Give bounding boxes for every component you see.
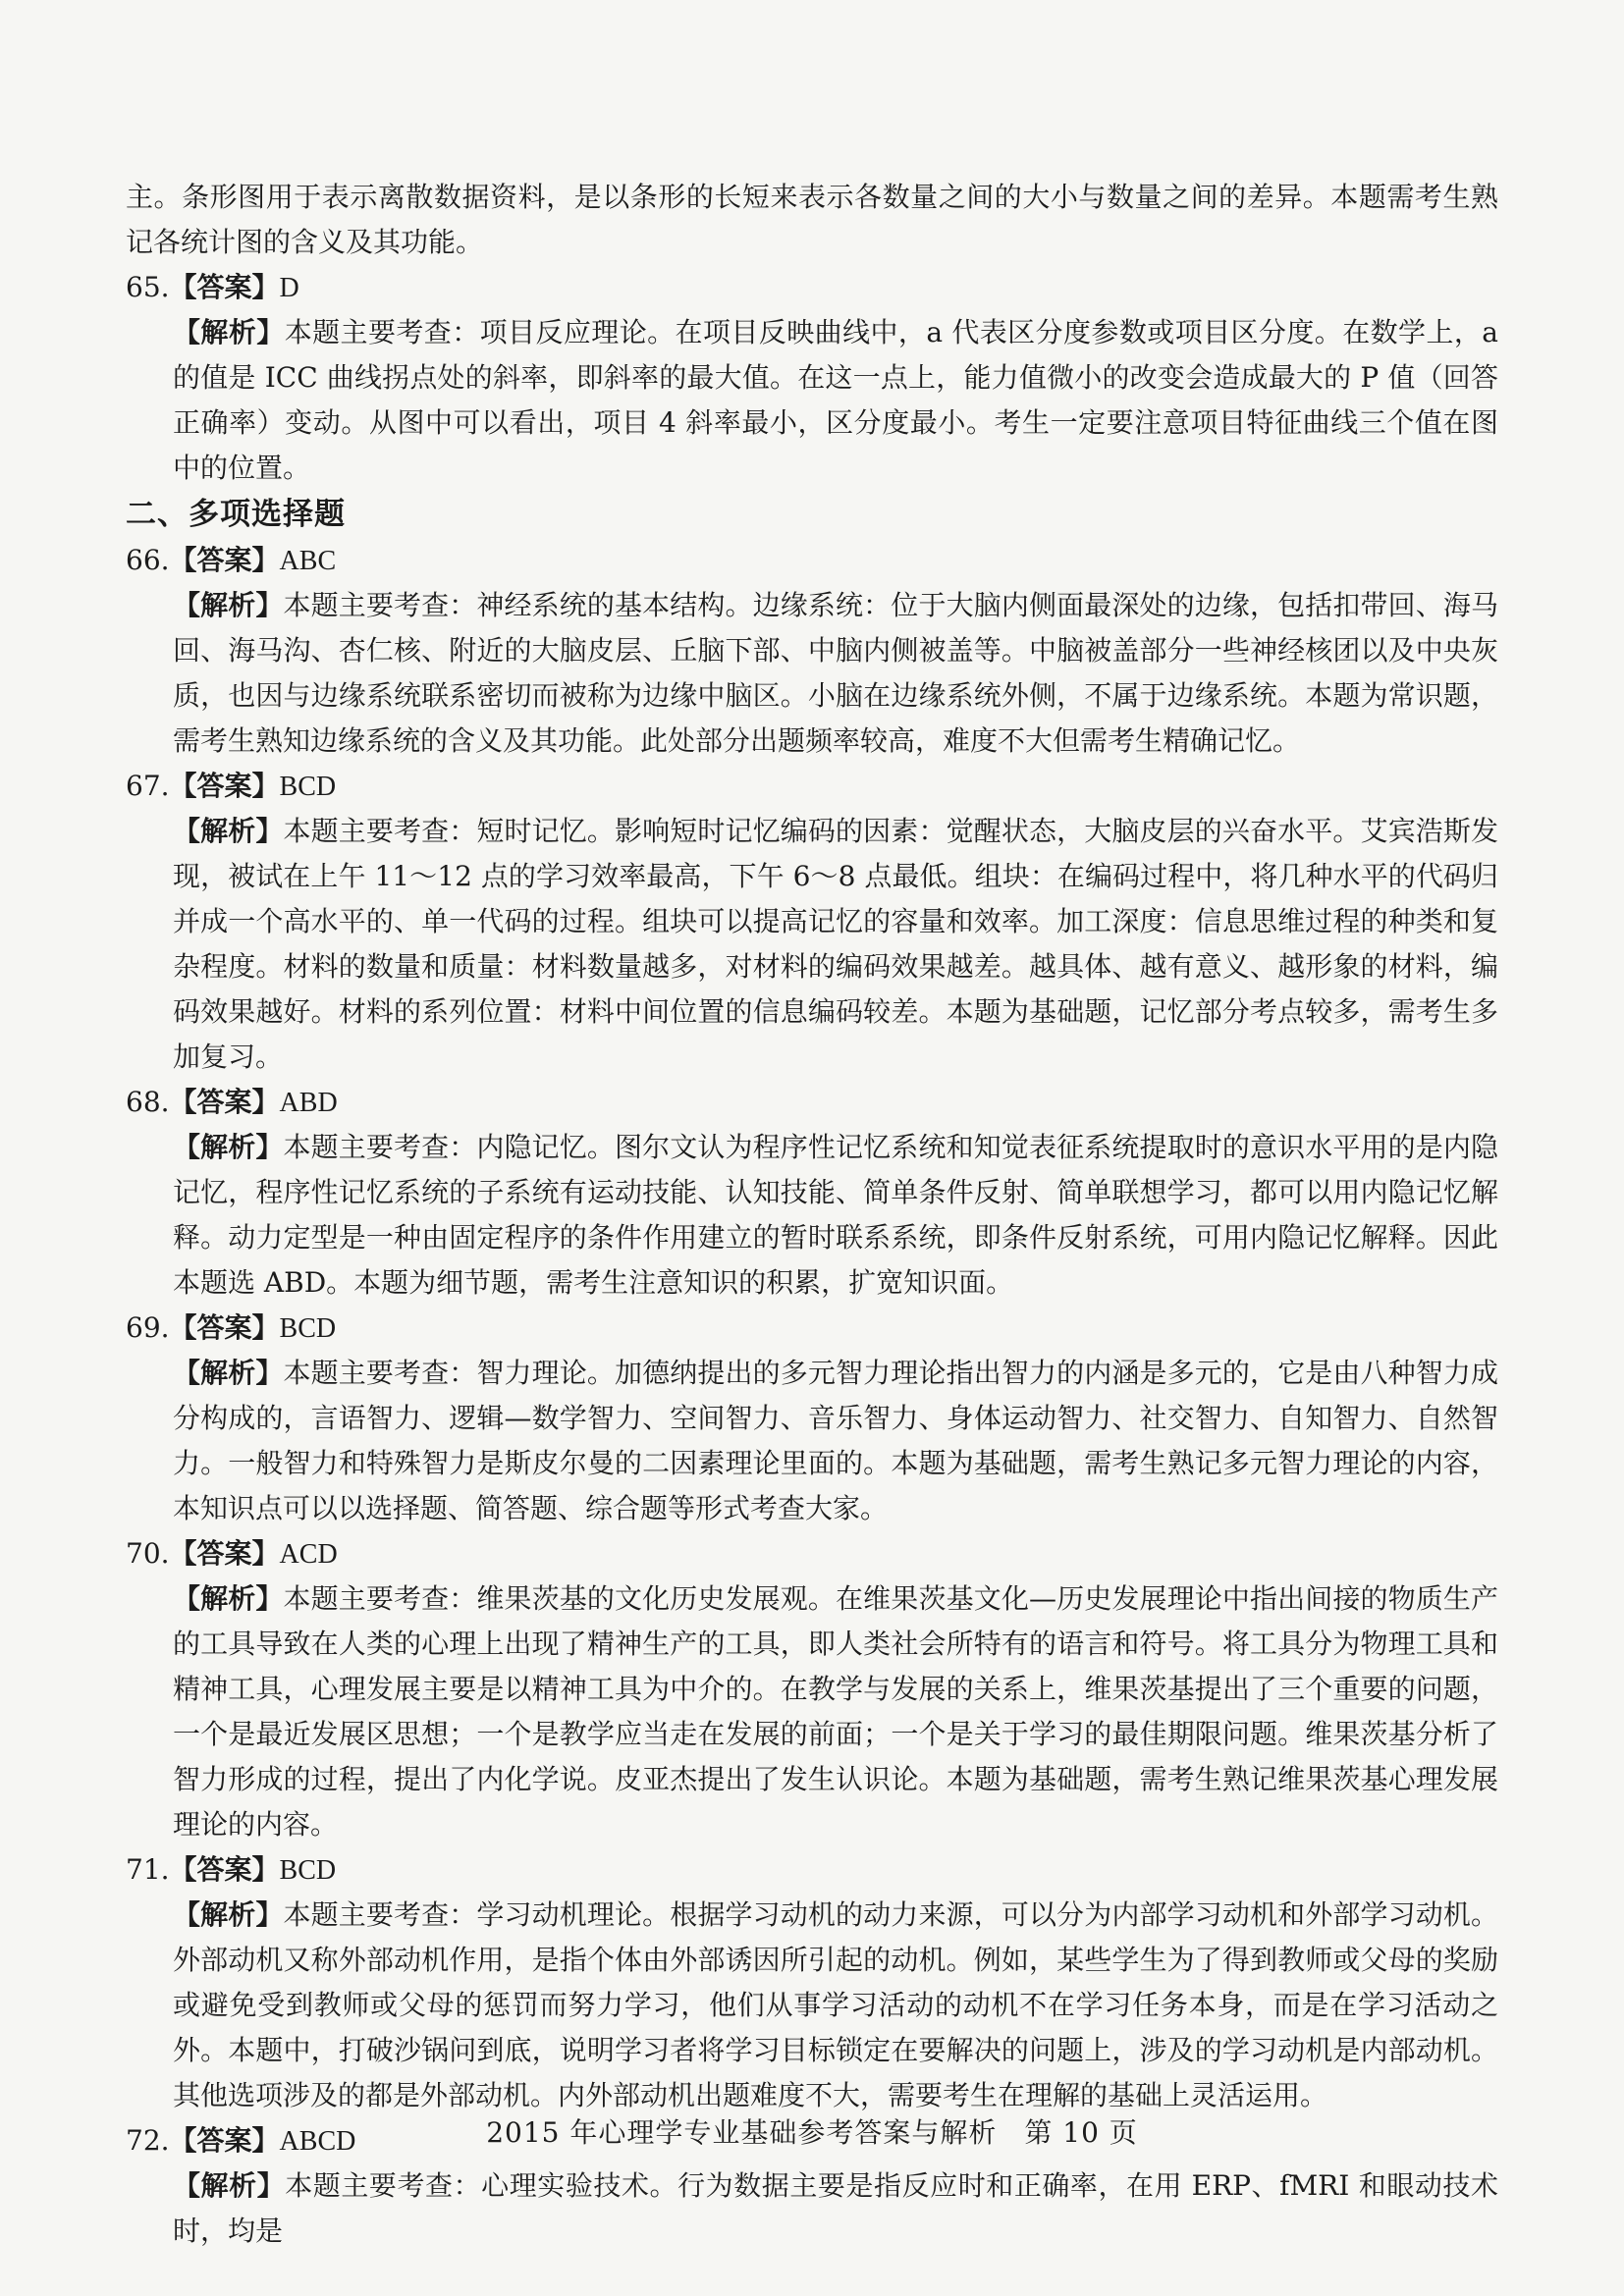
continued-paragraph: 主。条形图用于表示离散数据资料，是以条形的长短来表示各数量之间的大小与数量之间的差异。本题需考生熟记各统计图的含义及其功能。 xyxy=(126,181,1498,258)
analysis-label: 【解析】 xyxy=(173,2169,286,2202)
question-number: 70. xyxy=(126,1537,170,1570)
analysis-text: 本题主要考查：神经系统的基本结构。边缘系统：位于大脑内侧面最深处的边缘，包括扣带回、海马回、海马沟、杏仁核、附近的大脑皮层、丘脑下部、中脑内侧被盖等。中脑被盖部分一些神经核团以及中央灰质，也因与边缘系统联系密切而被称为边缘中脑区。小脑在边缘系统外侧，不属于边缘系统。本题为常识题，需考生熟知边缘系统的含义及其功能。此处部分出题频率较高，难度不大但需考生精确记忆。 xyxy=(173,589,1498,757)
analysis-paragraph xyxy=(173,2163,1498,2254)
question-number: 65. xyxy=(126,271,170,303)
analysis-paragraph xyxy=(173,310,1498,491)
analysis-label: 【解析】 xyxy=(173,1582,284,1615)
analysis-text: 本题主要考查：学习动机理论。根据学习动机的动力来源，可以分为内部学习动机和外部学习动机。外部动机又称外部动机作用，是指个体由外部诱因所引起的动机。例如，某些学生为了得到教师或父母的奖励或避免受到教师或父母的惩罚而努力学习，他们从事学习活动的动机不在学习任务本身，而是在学习活动之外。本题中，打破沙锅问到底，说明学习者将学习目标锁定在要解决的问题上，涉及的学习动机是内部动机。其他选项涉及的都是外部动机。内外部动机出题难度不大，需要考生在理解的基础上灵活运用。 xyxy=(173,1898,1498,2111)
answer-label: 【答案】 xyxy=(169,2124,280,2157)
analysis-paragraph xyxy=(173,809,1498,1080)
analysis-text: 本题主要考查：心理实验技术。行为数据主要是指反应时和正确率，在用 ERP、fMRI 和眼动技术时，均是 xyxy=(173,2169,1498,2247)
answer-label: 【答案】 xyxy=(169,271,280,303)
answer-line xyxy=(126,265,1498,310)
footer-title: 2015 年心理学专业基础参考答案与解析 xyxy=(486,2116,998,2149)
analysis-paragraph xyxy=(173,1576,1498,1847)
analysis-label: 【解析】 xyxy=(173,1898,284,1931)
analysis-label: 【解析】 xyxy=(173,316,285,348)
analysis-text: 本题主要考查：项目反应理论。在项目反映曲线中，a 代表区分度参数或项目区分度。在数学上，a 的值是 ICC 曲线拐点处的斜率，即斜率的最大值。在这一点上，能力值微小的改变会造成最大的 P 值（回答正确率）变动。从图中可以看出，项目 4 斜率最小，区分度最小。考生一定要注意项目特征曲线三个值在图中的位置。 xyxy=(173,316,1498,484)
answer-line xyxy=(126,538,1498,583)
question-number: 66. xyxy=(126,544,170,576)
analysis-paragraph xyxy=(173,583,1498,764)
analysis-paragraph xyxy=(173,1125,1498,1306)
analysis-text: 本题主要考查：智力理论。加德纳提出的多元智力理论指出智力的内涵是多元的，它是由八种智力成分构成的，言语智力、逻辑—数学智力、空间智力、音乐智力、身体运动智力、社交智力、自知智力、自然智力。一般智力和特殊智力是斯皮尔曼的二因素理论里面的。本题为基础题，需考生熟记多元智力理论的内容，本知识点可以以选择题、简答题、综合题等形式考查大家。 xyxy=(173,1357,1498,1524)
answer-item-71 xyxy=(126,1847,1498,2118)
answer-value: ABC xyxy=(279,546,337,576)
answer-value: BCD xyxy=(279,1855,337,1886)
analysis-paragraph xyxy=(173,1351,1498,1531)
answer-line xyxy=(126,1306,1498,1351)
answer-value: ACD xyxy=(279,1539,338,1570)
question-number: 69. xyxy=(126,1311,170,1344)
question-number: 71. xyxy=(126,1853,170,1886)
page-content xyxy=(126,175,1498,2254)
answer-label: 【答案】 xyxy=(169,1537,280,1570)
answer-value: BCD xyxy=(279,1313,337,1344)
answer-line xyxy=(126,1847,1498,1893)
answer-item-68 xyxy=(126,1080,1498,1306)
answer-value: BCD xyxy=(279,772,337,802)
answer-line xyxy=(126,1080,1498,1125)
answer-line xyxy=(126,764,1498,809)
question-number: 72. xyxy=(126,2124,170,2157)
answer-label: 【答案】 xyxy=(169,544,280,576)
analysis-text: 本题主要考查：内隐记忆。图尔文认为程序性记忆系统和知觉表征系统提取时的意识水平用的是内隐记忆，程序性记忆系统的子系统有运动技能、认知技能、简单条件反射、简单联想学习，都可以用内隐记忆解释。动力定型是一种由固定程序的条件作用建立的暂时联系系统，即条件反射系统，可用内隐记忆解释。因此本题选 ABD。本题为细节题，需考生注意知识的积累，扩宽知识面。 xyxy=(173,1131,1498,1299)
analysis-label: 【解析】 xyxy=(173,1357,284,1389)
answer-line xyxy=(126,1531,1498,1576)
answer-item-70 xyxy=(126,1531,1498,1847)
page-number: 第 10 页 xyxy=(1024,2116,1138,2149)
analysis-label: 【解析】 xyxy=(173,1131,284,1163)
answer-item-65 xyxy=(126,265,1498,491)
analysis-text: 本题主要考查：短时记忆。影响短时记忆编码的因素：觉醒状态，大脑皮层的兴奋水平。艾宾浩斯发现，被试在上午 11～12 点的学习效率最高，下午 6～8 点最低。组块：在编码过程中，将几种水平的代码归并成一个高水平的、单一代码的过程。组块可以提高记忆的容量和效率。加工深度：信息思维过程的种类和复杂程度。材料的数量和质量：材料数量越多，对材料的编码效果越差。越具体、越有意义、越形象的材料，编码效果越好。材料的系列位置：材料中间位置的信息编码较差。本题为基础题，记忆部分考点较多，需考生多加复习。 xyxy=(173,815,1498,1073)
question-number: 67. xyxy=(126,770,170,802)
answer-value: D xyxy=(279,273,299,303)
analysis-paragraph xyxy=(173,1893,1498,2118)
answer-value: ABD xyxy=(279,1088,338,1118)
answer-item-69 xyxy=(126,1306,1498,1531)
answer-label: 【答案】 xyxy=(169,1086,280,1118)
analysis-label: 【解析】 xyxy=(173,589,284,621)
section-heading: 二、多项选择题 xyxy=(126,497,346,532)
answer-item-66 xyxy=(126,538,1498,764)
answer-label: 【答案】 xyxy=(169,770,280,802)
question-number: 68. xyxy=(126,1086,170,1118)
analysis-text: 本题主要考查：维果茨基的文化历史发展观。在维果茨基文化—历史发展理论中指出间接的物质生产的工具导致在人类的心理上出现了精神生产的工具，即人类社会所特有的语言和符号。将工具分为物理工具和精神工具，心理发展主要是以精神工具为中介的。在教学与发展的关系上，维果茨基提出了三个重要的问题，一个是最近发展区思想；一个是教学应当走在发展的前面；一个是关于学习的最佳期限问题。维果茨基分析了智力形成的过程，提出了内化学说。皮亚杰提出了发生认识论。本题为基础题，需考生熟记维果茨基心理发展理论的内容。 xyxy=(173,1582,1498,1841)
page-footer xyxy=(0,2115,1624,2151)
answer-item-67 xyxy=(126,764,1498,1080)
answer-value: ABCD xyxy=(279,2126,356,2157)
analysis-label: 【解析】 xyxy=(173,815,284,847)
answer-label: 【答案】 xyxy=(169,1853,280,1886)
answer-label: 【答案】 xyxy=(169,1311,280,1344)
